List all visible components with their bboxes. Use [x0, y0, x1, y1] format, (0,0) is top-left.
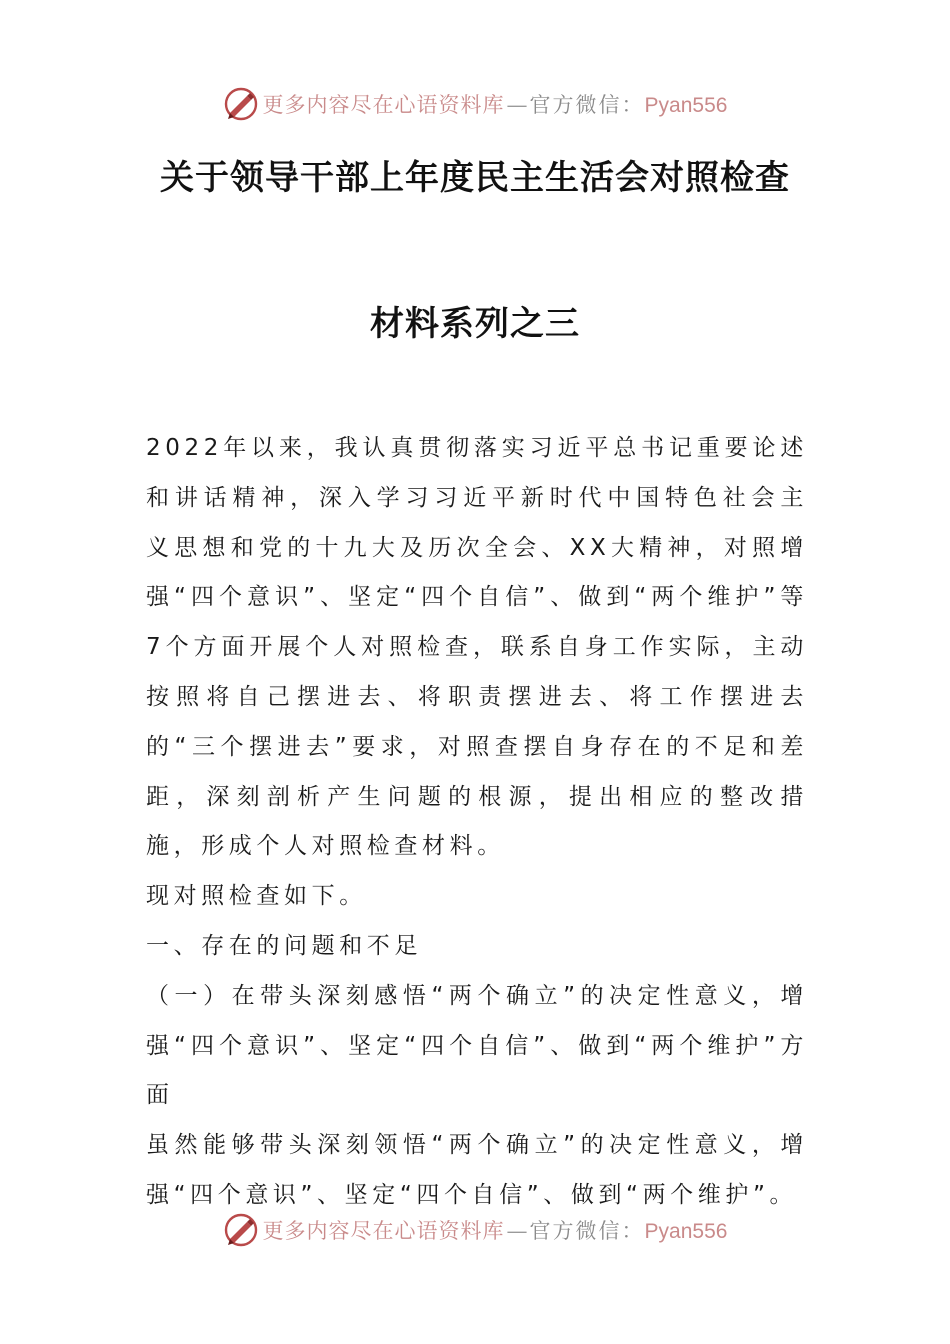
- banner-text: [263, 89, 728, 119]
- body-paragraph-intro: 2022年以来，我认真贯彻落实习近平总书记重要论述和讲话精神，深入学习习近平新时代中国特色社会主义思想和党的十九大及历次全会、XX大精神，对照增强“四个意识”、坚定“四个自信”、做到“两个维护”等7个方面开展个人对照检查，联系自身工作实际，主动按照将自己摆进去、将职责摆进去、将工作摆进去的“三个摆进去”要求，对照查摆自身存在的不足和差距，深刻剖析产生问题的根源，提出相应的整改措施，形成个人对照检查材料。: [146, 435, 808, 860]
- banner-site-text: 更多内容尽在心语资料库: [262, 93, 505, 117]
- header-watermark-banner: [0, 84, 950, 124]
- banner-wechat-label: 官方微信：: [529, 93, 645, 117]
- footer-watermark-banner: [0, 1210, 950, 1250]
- pen-logo-icon: [223, 1212, 259, 1248]
- pen-logo-icon: [223, 86, 259, 122]
- document-body: [146, 424, 808, 1221]
- banner-wechat-id: Pyan556: [644, 94, 728, 117]
- document-title-line-2: 材料系列之三: [370, 304, 580, 344]
- body-paragraph-detail: 虽然能够带头深刻领悟“两个确立”的决定性意义，增强“四个意识”、坚定“四个自信”、做到“两个维护”。: [146, 1132, 808, 1208]
- banner-wechat-id: Pyan556: [644, 1220, 728, 1243]
- section-heading-1: 一、存在的问题和不足: [146, 932, 422, 959]
- subsection-heading-1: （一）在带头深刻感悟“两个确立”的决定性意义，增强“四个意识”、坚定“四个自信”、做到“两个维护”方面: [146, 982, 808, 1109]
- banner-separator: —: [506, 1219, 528, 1243]
- banner-separator: —: [506, 93, 528, 117]
- banner-wechat-label: 官方微信：: [529, 1219, 645, 1243]
- body-paragraph-check: 现对照检查如下。: [146, 883, 367, 910]
- banner-text: [263, 1215, 728, 1245]
- banner-site-text: 更多内容尽在心语资料库: [262, 1219, 505, 1243]
- document-title-line-1: 关于领导干部上年度民主生活会对照检查: [160, 158, 790, 198]
